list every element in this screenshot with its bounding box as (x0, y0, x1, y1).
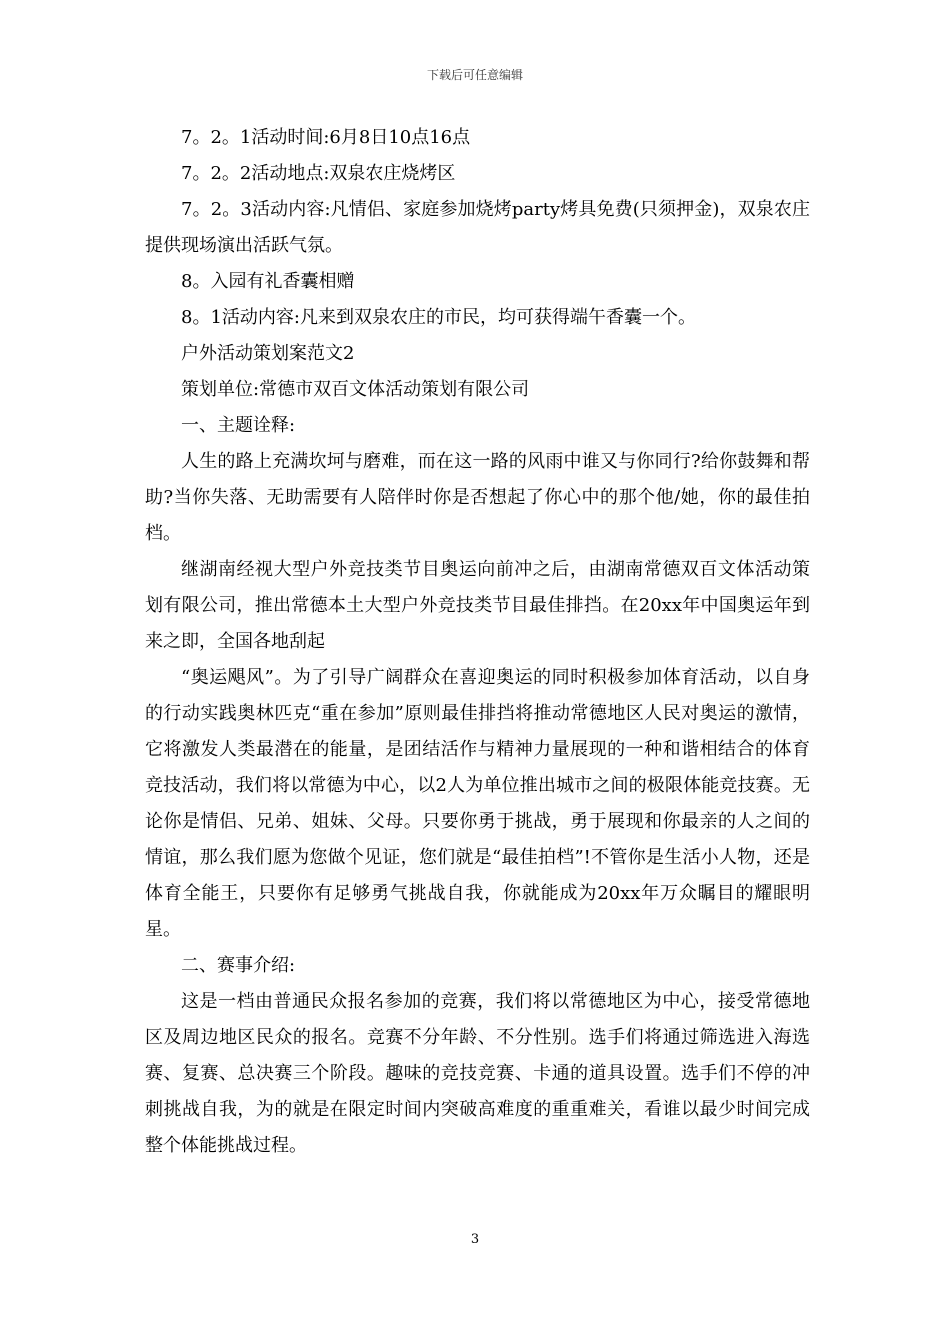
paragraph: “奥运飓风”。为了引导广阔群众在喜迎奥运的同时积极参加体育活动，以自身的行动实践奥林匹克“重在参加”原则最佳排挡将推动常德地区人民对奥运的激情，它将激发人类最潜在的能量，是团结活作与精神力量展现的一种和谐相结合的体育竞技活动，我们将以常德为中心，以2人为单位推出城市之间的极限体能竞技赛。无论你是情侣、兄弟、姐妹、父母。只要你勇于挑战，勇于展现和你最亲的人之间的情谊，那么我们愿为您做个见证，您们就是“最佳拍档”!不管你是生活小人物，还是体育全能王，只要你有足够勇气挑战自我，你就能成为20xx年万众瞩目的耀眼明星。 (145, 667, 810, 940)
section-title: 户外活动策划案范文2 (181, 343, 355, 364)
section-heading: 一、主题诠释: (181, 415, 296, 436)
page-header: 下载后可任意编辑 (426, 68, 523, 82)
paragraph: 8。入园有礼香囊相赠 (181, 271, 355, 292)
paragraph: 7。2。1活动时间:6月8日10点16点 (181, 127, 471, 148)
paragraph: 策划单位:常德市双百文体活动策划有限公司 (181, 379, 530, 400)
paragraph: 7。2。3活动内容:凡情侣、家庭参加烧烤party烤具免费(只须押金)，双泉农庄提供现场演出活跃气氛。 (145, 199, 810, 256)
paragraph: 这是一档由普通民众报名参加的竞赛，我们将以常德地区为中心，接受常德地区及周边地区民众的报名。竞赛不分年龄、不分性别。选手们将通过筛选进入海选赛、复赛、总决赛三个阶段。趣味的竞技竞赛、卡通的道具设置。选手们不停的冲刺挑战自我，为的就是在限定时间内突破高难度的重重难关，看谁以最少时间完成整个体能挑战过程。 (145, 991, 810, 1156)
page-number: 3 (470, 1232, 480, 1247)
section-heading: 二、赛事介绍: (181, 955, 296, 976)
paragraph: 人生的路上充满坎坷与磨难，而在这一路的风雨中谁又与你同行?给你鼓舞和帮助?当你失落、无助需要有人陪伴时你是否想起了你心中的那个他/她，你的最佳拍档。 (145, 451, 810, 544)
document-body (145, 120, 810, 1164)
paragraph: 8。1活动内容:凡来到双泉农庄的市民，均可获得端午香囊一个。 (181, 307, 696, 328)
paragraph: 7。2。2活动地点:双泉农庄烧烤区 (181, 163, 456, 184)
paragraph: 继湖南经视大型户外竞技类节目奥运向前冲之后，由湖南常德双百文体活动策划有限公司，推出常德本土大型户外竞技类节目最佳排挡。在20xx年中国奥运年到来之即，全国各地刮起 (145, 559, 810, 652)
